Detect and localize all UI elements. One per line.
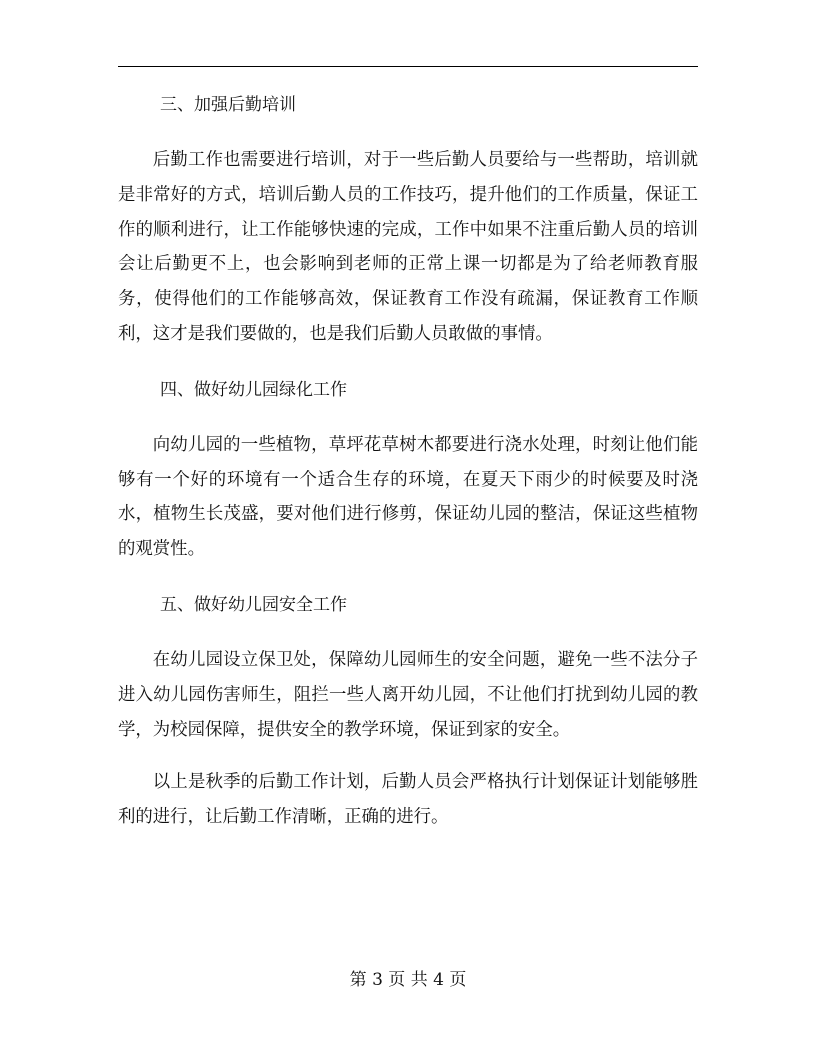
document-body: [118, 85, 698, 853]
section-paragraph-safety: 在幼儿园设立保卫处，保障幼儿园师生的安全问题，避免一些不法分子进入幼儿园伤害师生，阻拦一些人离开幼儿园，不让他们打扰到幼儿园的教学，为校园保障，提供安全的教学环境，保证到家的安全。: [118, 649, 698, 740]
header-rule: [118, 66, 698, 67]
section-paragraph-training: 后勤工作也需要进行培训，对于一些后勤人员要给与一些帮助，培训就是非常好的方式，培训后勤人员的工作技巧，提升他们的工作质量，保证工作的顺利进行，让工作能够快速的完成，工作中如果不注重后勤人员的培训会让后勤更不上，也会影响到老师的正常上课一切都是为了给老师教育服务，使得他们的工作能够高效，保证教育工作没有疏漏，保证教育工作顺利，这才是我们要做的，也是我们后勤人员敢做的事情。: [118, 150, 698, 344]
section-heading-greening: 四、做好幼儿园绿化工作: [160, 379, 347, 400]
section-paragraph-greening: 向幼儿园的一些植物，草坪花草树木都要进行浇水处理，时刻让他们能够有一个好的环境有一个适合生存的环境，在夏天下雨少的时候要及时浇水，植物生长茂盛，要对他们进行修剪，保证幼儿园的整洁，保证这些植物的观赏性。: [118, 434, 698, 560]
page-number-footer: 第 3 页 共 4 页: [349, 970, 467, 990]
closing-paragraph: 以上是秋季的后勤工作计划，后勤人员会严格执行计划保证计划能够胜利的进行，让后勤工作清晰，正确的进行。: [118, 772, 698, 828]
section-heading-safety: 五、做好幼儿园安全工作: [160, 594, 347, 615]
section-heading-training: 三、加强后勤培训: [160, 95, 296, 115]
